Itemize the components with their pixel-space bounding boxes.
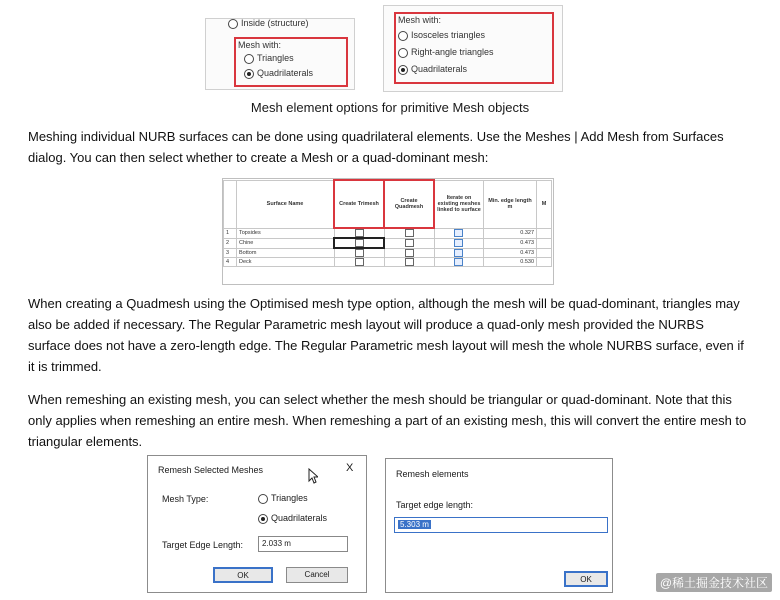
- quadmesh-checkbox[interactable]: [405, 258, 414, 266]
- quadmesh-checkbox[interactable]: [405, 249, 414, 257]
- partial-option[interactable]: Inside (structure): [228, 18, 309, 29]
- remesh-selected-meshes-dialog: [147, 455, 367, 593]
- close-icon[interactable]: X: [346, 462, 354, 474]
- paragraph-2: When creating a Quadmesh using the Optimised mesh type option, although the mesh will be quad-dominant, triangles may also be added if necessary. The Regular Parametric mesh layout will produce a quad-only mesh provided the NURBS surface does not have a zero-length edge. The Regular Parametric mesh layout will mesh the whole NURBS surface, even if it is trimmed.: [28, 296, 744, 374]
- watermark: @稀土掘金技术社区: [656, 573, 772, 592]
- row-min-edge: 0.327: [484, 228, 537, 238]
- row-min-edge: 0.530: [484, 258, 537, 267]
- remesh-elements-dialog: [385, 458, 613, 593]
- ok-button[interactable]: OK: [213, 567, 273, 583]
- option-right-angle[interactable]: Right-angle triangles: [398, 47, 494, 58]
- mesh-type-label: Mesh Type:: [162, 494, 209, 504]
- surfaces-table: [223, 179, 552, 267]
- quadmesh-checkbox[interactable]: [405, 239, 414, 247]
- radio-selected-icon: [244, 69, 254, 79]
- iterate-checkbox[interactable]: [454, 239, 463, 247]
- option-isosceles[interactable]: Isosceles triangles: [398, 30, 485, 41]
- selected-value: 5.303 m: [400, 520, 429, 529]
- dialog-title: Remesh elements: [396, 469, 469, 479]
- cancel-button[interactable]: Cancel: [286, 567, 348, 583]
- top-right-screenshot: [383, 5, 563, 92]
- cursor-icon: [308, 468, 318, 486]
- option-triangles[interactable]: Triangles: [258, 493, 308, 504]
- paragraph-1: Meshing individual NURB surfaces can be done using quadrilateral elements. Use the Meshes | Add Mesh from Surfaces dialog. You can then select whether to create a Mesh or a quad-dominant mesh:: [28, 129, 724, 165]
- edge-length-input[interactable]: 2.033 m: [258, 536, 348, 552]
- figure-caption: Mesh element options for primitive Mesh objects: [250, 100, 530, 115]
- radio-icon: [244, 54, 254, 64]
- row-name: Topsides: [237, 228, 335, 238]
- header-surface-name: Surface Name: [237, 180, 335, 228]
- table-row[interactable]: [224, 228, 552, 238]
- iterate-checkbox[interactable]: [454, 249, 463, 257]
- iterate-checkbox[interactable]: [454, 229, 463, 237]
- table-row[interactable]: [224, 248, 552, 258]
- header-num: [224, 180, 237, 228]
- dialog-title: Remesh Selected Meshes: [158, 465, 264, 475]
- radio-icon: [258, 494, 268, 504]
- top-left-screenshot: [205, 18, 355, 90]
- option-quadrilaterals[interactable]: Quadrilaterals: [258, 513, 327, 524]
- radio-icon: [398, 31, 408, 41]
- row-num: 2: [224, 238, 237, 248]
- option-quadrilaterals[interactable]: Quadrilaterals: [398, 64, 467, 75]
- radio-selected-icon: [258, 514, 268, 524]
- edge-length-input[interactable]: [394, 517, 608, 533]
- row-min-edge: 0.473: [484, 238, 537, 248]
- trimesh-checkbox[interactable]: [355, 258, 364, 266]
- row-num: 1: [224, 228, 237, 238]
- option-quadrilaterals[interactable]: Quadrilaterals: [244, 68, 313, 79]
- ok-button[interactable]: OK: [564, 571, 608, 587]
- trimesh-checkbox[interactable]: [355, 239, 364, 247]
- surfaces-table-screenshot: [222, 178, 554, 285]
- table-header-row: [224, 180, 552, 228]
- edge-length-label: Target Edge Length:: [162, 540, 244, 550]
- radio-icon: [228, 19, 238, 29]
- header-min-edge: Min. edge length m: [484, 180, 537, 228]
- iterate-checkbox[interactable]: [454, 258, 463, 266]
- edge-length-label: Target edge length:: [396, 500, 474, 510]
- header-create-trimesh: Create Trimesh: [334, 180, 384, 228]
- header-extra: M: [537, 180, 552, 228]
- row-name: Deck: [237, 258, 335, 267]
- header-iterate-existing: Iterate on existing meshes linked to surface: [434, 180, 484, 228]
- radio-selected-icon: [398, 65, 408, 75]
- row-name: Chine: [237, 238, 335, 248]
- trimesh-checkbox[interactable]: [355, 249, 364, 257]
- group-label: Mesh with:: [238, 40, 282, 50]
- row-num: 4: [224, 258, 237, 267]
- table-row[interactable]: [224, 258, 552, 267]
- row-num: 3: [224, 248, 237, 258]
- group-label: Mesh with:: [398, 15, 442, 25]
- radio-icon: [398, 48, 408, 58]
- quadmesh-checkbox[interactable]: [405, 229, 414, 237]
- table-row[interactable]: [224, 238, 552, 248]
- row-name: Bottom: [237, 248, 335, 258]
- trimesh-checkbox[interactable]: [355, 229, 364, 237]
- option-triangles[interactable]: Triangles: [244, 53, 294, 64]
- paragraph-3: When remeshing an existing mesh, you can select whether the mesh should be triangular or quad-dominant. Note that this only applies when remeshing an entire mesh. When remeshing a part of an existing mesh, this will convert the entire mesh to triangular elements.: [28, 392, 747, 449]
- header-create-quadmesh: Create Quadmesh: [384, 180, 434, 228]
- row-min-edge: 0.473: [484, 248, 537, 258]
